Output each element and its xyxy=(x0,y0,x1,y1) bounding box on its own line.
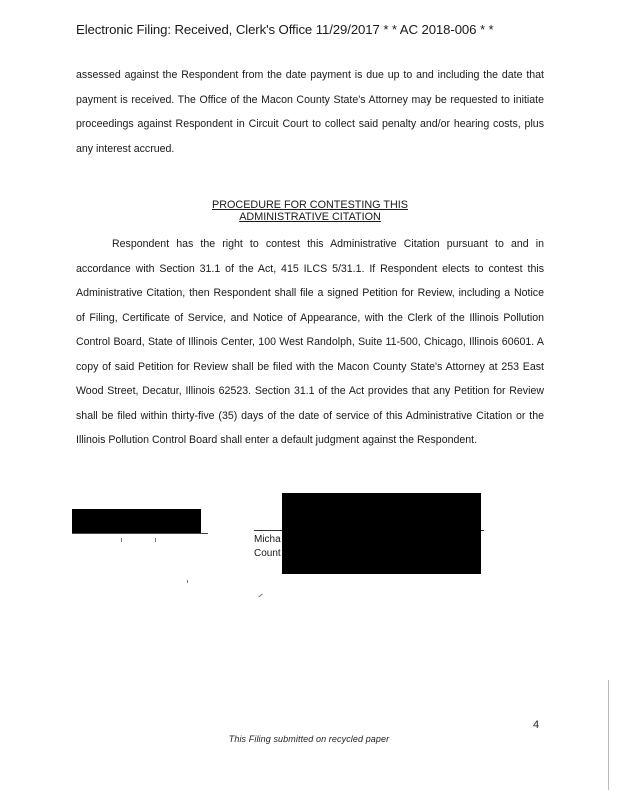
penalty-paragraph: assessed against the Respondent from the date payment is due up to and including the date that payment is received. The Office of the Macon County State's Attorney may be requested to initiate proceedings against Respondent in Circuit Court to collect said penalty and/or hearing costs, plus any interest accrued. xyxy=(76,69,544,155)
scan-speck xyxy=(155,538,156,542)
signer-title-partial: Count xyxy=(254,548,281,559)
left-signature-line xyxy=(72,533,208,534)
recycled-paper-footer: This Filing submitted on recycled paper xyxy=(228,734,390,744)
contest-procedure-paragraph: Respondent has the right to contest this Administrative Citation pursuant to and in accordance with Section 31.1 of the Act, 415 ILCS 5/31.1. If Respondent elects to contest this Administrative Citation, then Respondent shall file a signed Petition for Review, including a Notice of Filing, Certificate of Service, and Notice of Appearance, with the Clerk of the Illinois Pollution Control Board, State of Illinois Center, 100 West Randolph, Suite 11-500, Chicago, Illinois 60601. A copy of said Petition for Review shall be filed with the Macon County State's Attorney at 253 East Wood Street, Decatur, Illinois 62523. Section 31.1 of the Act provides that any Petition for Review shall be filed within thirty-five (35) days of the date of service of this Administrative Citation or the Illinois Pollution Control Board shall enter a default judgment against the Respondent. xyxy=(76,238,544,446)
scan-speck xyxy=(121,538,122,542)
signer-name-partial: Micha xyxy=(254,534,281,545)
scan-edge-mark xyxy=(608,680,609,790)
page-number: 4 xyxy=(533,719,540,731)
section-heading-line-2: ADMINISTRATIVE CITATION xyxy=(239,211,381,223)
section-heading-line-1: PROCEDURE FOR CONTESTING THIS xyxy=(212,199,408,211)
redaction-box-signature xyxy=(282,493,481,574)
scan-speck xyxy=(258,594,262,598)
filing-stamp-header: Electronic Filing: Received, Clerk's Office 11/29/2017 * * AC 2018-006 * * xyxy=(76,22,494,37)
scan-speck xyxy=(187,580,188,583)
section-heading xyxy=(76,199,544,223)
redaction-box-left xyxy=(72,509,201,533)
